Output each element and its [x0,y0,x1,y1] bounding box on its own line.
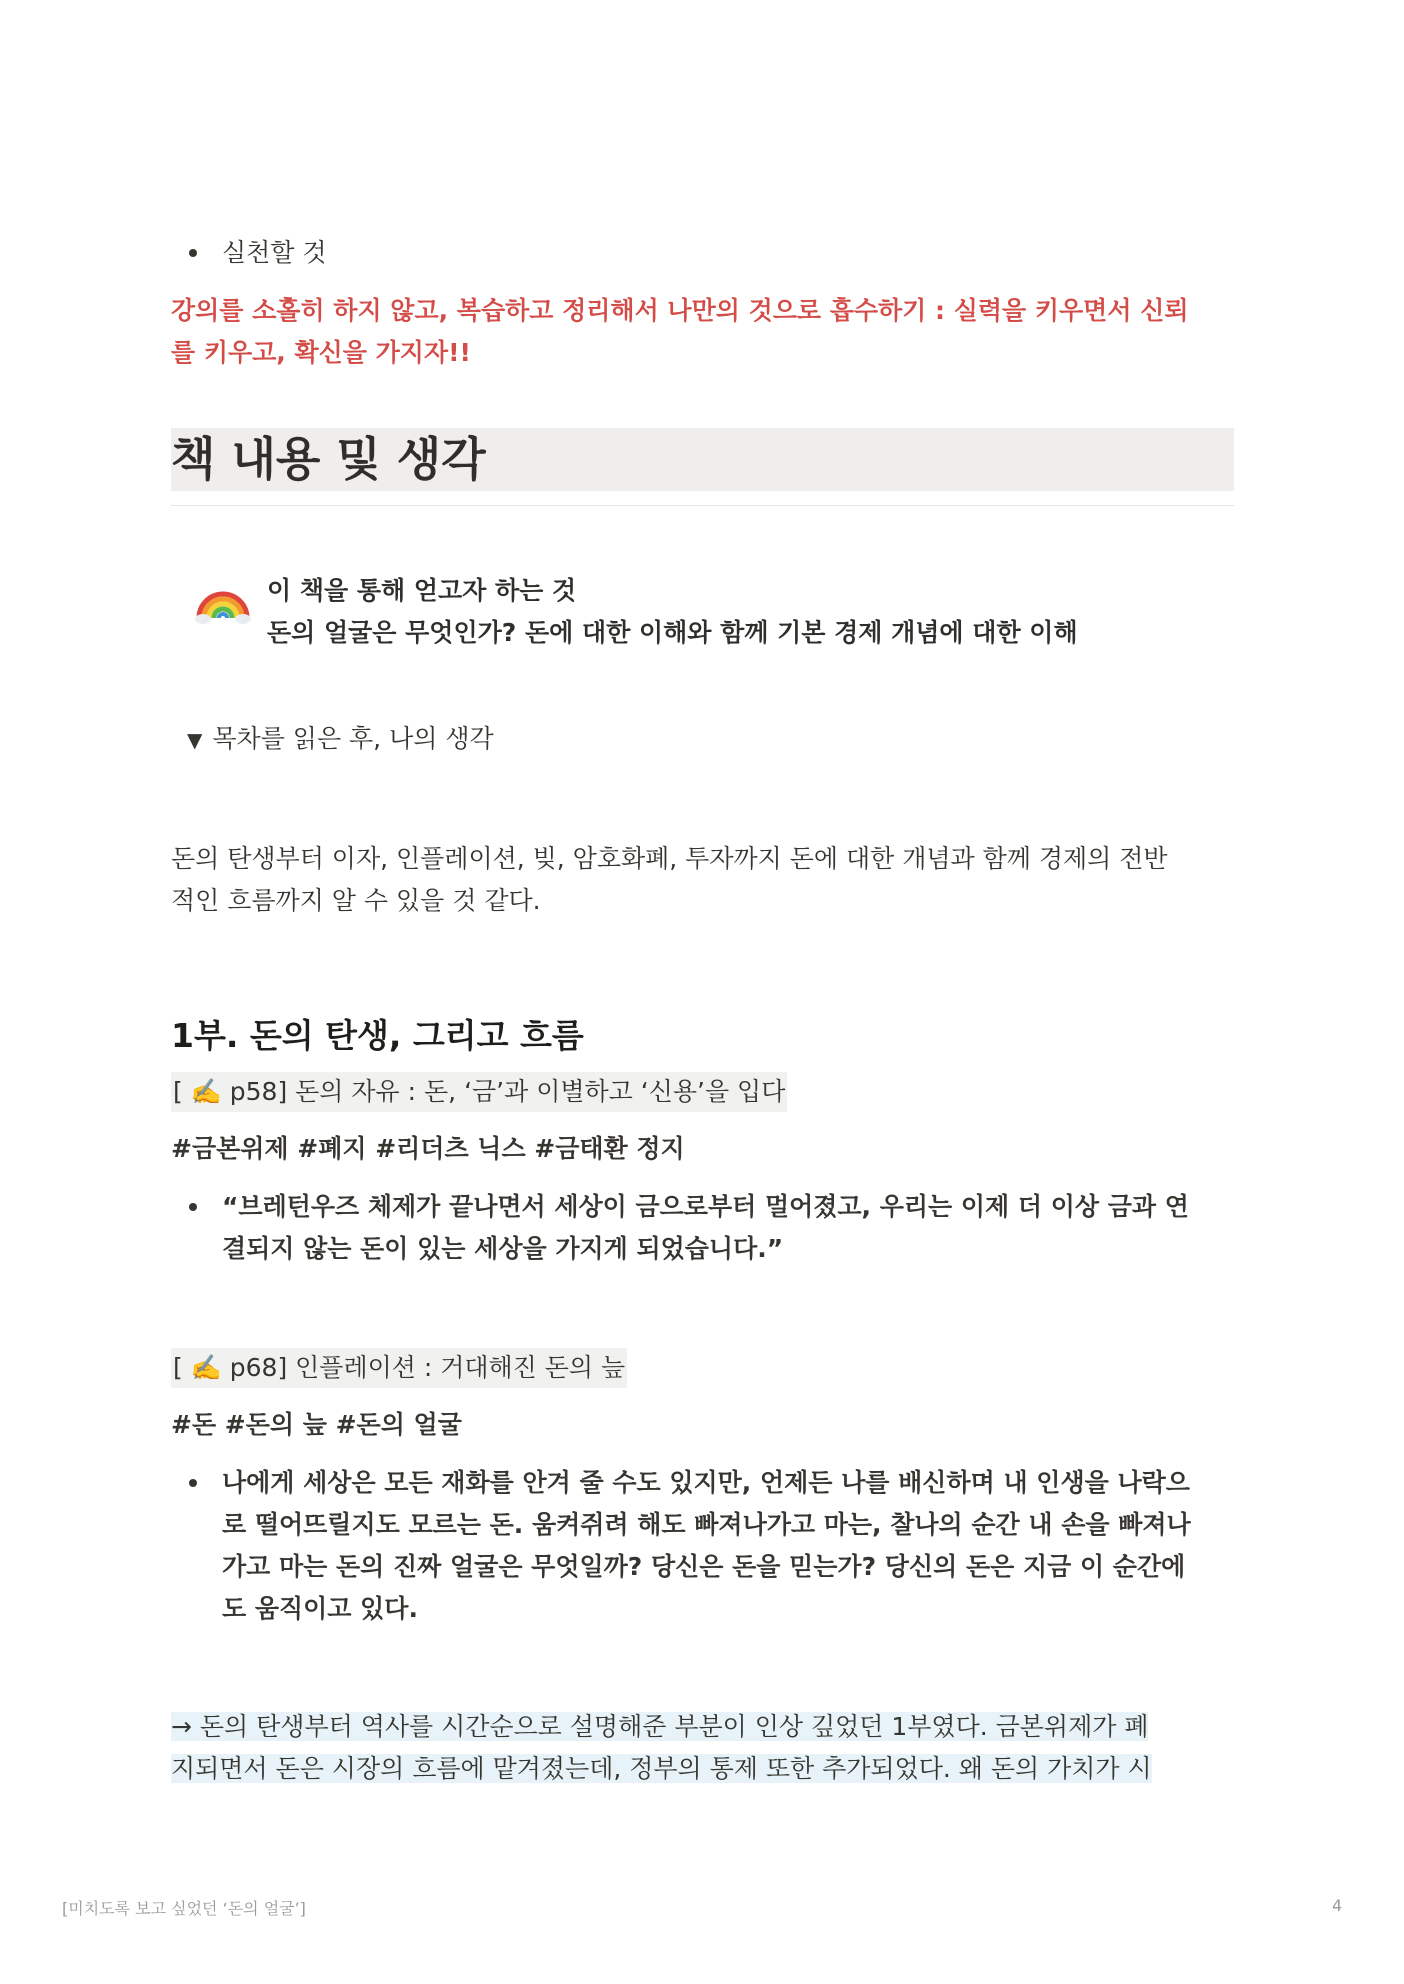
divider [171,505,1234,506]
list-item [171,1186,1234,1270]
paragraph-line: 적인 흐름까지 알 수 있을 것 같다. [171,886,541,915]
highlight-line: 강의를 소홀히 하지 않고, 복습하고 정리해서 나만의 것으로 흡수하기 : 실력을 키우면서 신뢰 [171,296,1189,325]
toggle-label: 목차를 읽은 후, 나의 생각 [212,724,494,753]
tags: #금본위제 #폐지 #리더츠 닉스 #금태환 정지 [171,1134,685,1163]
footer-title: [미치도록 보고 싶었던 ‘돈의 얼굴’] [62,1899,306,1918]
paragraph-line: 돈의 탄생부터 이자, 인플레이션, 빚, 암호화폐, 투자까지 돈에 대한 개념과 함께 경제의 전반 [171,844,1168,873]
citation-text: [ ✍️ p68] 인플레이션 : 거대해진 돈의 늪 [171,1348,627,1388]
reflection-line: → 돈의 탄생부터 역사를 시간순으로 설명해준 부분이 인상 깊었던 1부였다. 금본위제가 폐 [171,1712,1149,1741]
toggle-triangle-icon[interactable]: ▼ [187,728,203,752]
part1-heading: 1부. 돈의 탄생, 그리고 흐름 [171,1016,584,1055]
practice-highlight [171,290,1234,374]
quote-line: 가고 마는 돈의 진짜 얼굴은 무엇일까? 당신은 돈을 믿는가? 당신의 돈은 지금 이 순간에 [222,1552,1186,1581]
citation-text: [ ✍️ p58] 돈의 자유 : 돈, ‘금’과 이별하고 ‘신용’을 입다 [171,1072,787,1112]
bullet-dot [189,1479,197,1487]
callout-box [195,570,1078,654]
practice-label: 실천할 것 [222,238,327,267]
highlight-line: 를 키우고, 확신을 가지자!! [171,338,471,367]
quote-text [222,1462,1191,1630]
quote-line: “브레턴우즈 체제가 끝나면서 세상이 금으로부터 멀어졌고, 우리는 이제 더 이상 금과 연 [222,1192,1189,1221]
callout-text [267,570,1078,654]
page-number: 4 [1332,1896,1343,1915]
quote-line: 나에게 세상은 모든 재화를 안겨 줄 수도 있지만, 언제든 나를 배신하며 내 인생을 나락으 [222,1468,1190,1497]
citation [171,1348,1234,1388]
quote-line: 로 떨어뜨릴지도 모르는 돈. 움켜쥐려 해도 빠져나가고 마는, 찰나의 순간 내 손을 빠져나 [222,1510,1191,1539]
bullet-dot [189,1203,197,1211]
citation [171,1072,1234,1112]
reflection [171,1706,1234,1790]
quote-line: 결되지 않는 돈이 있는 세상을 가지게 되었습니다.” [222,1234,784,1263]
quote-line: 도 움직이고 있다. [222,1594,418,1623]
list-item [171,232,1234,274]
bullet-dot [189,249,197,257]
callout-line: 이 책을 통해 얻고자 하는 것 [267,576,577,605]
tags: #돈 #돈의 늪 #돈의 얼굴 [171,1410,462,1439]
section-title: 책 내용 및 생각 [171,432,486,486]
rainbow-icon [195,572,251,628]
quote-text [222,1186,1189,1270]
toggle-block[interactable] [187,718,494,761]
toc-thought [171,838,1234,922]
callout-line: 돈의 얼굴은 무엇인가? 돈에 대한 이해와 함께 기본 경제 개념에 대한 이해 [267,618,1078,647]
reflection-line: 지되면서 돈은 시장의 흐름에 맡겨졌는데, 정부의 통제 또한 추가되었다. 왜 돈의 가치가 시 [171,1754,1152,1783]
section-heading [171,428,1234,491]
list-item [171,1462,1234,1630]
